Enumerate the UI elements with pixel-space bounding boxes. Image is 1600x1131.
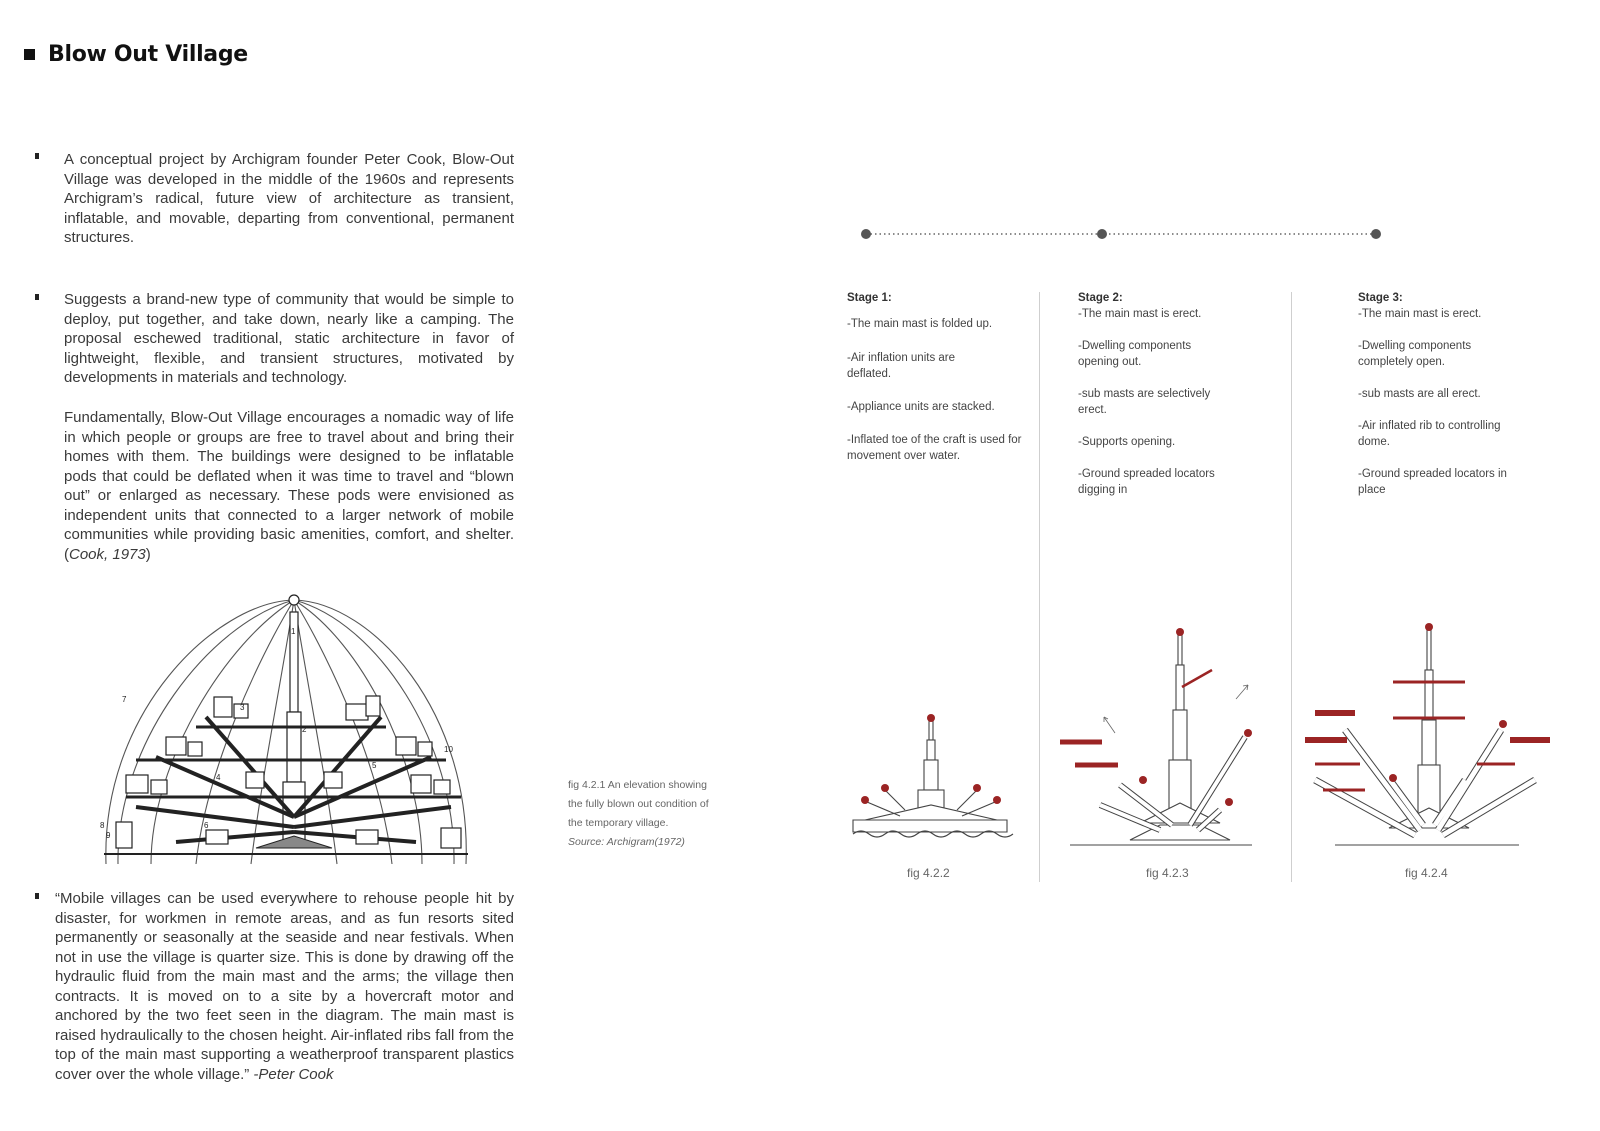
figure-label: fig 4.2.2 — [907, 866, 950, 880]
quote-author: -Peter Cook — [249, 1065, 334, 1083]
stage-item: -The main mast is erect. — [1358, 308, 1482, 320]
stage-item: -Ground spreaded locators in place — [1358, 468, 1507, 496]
caption-source: Source: Archigram(1972) — [568, 836, 685, 848]
figure-label: fig 4.2.4 — [1405, 866, 1448, 880]
stage-item: -sub masts are all erect. — [1358, 388, 1481, 400]
stage-item: -Air inflation units are deflated. — [847, 352, 956, 380]
timeline-node-icon — [1371, 229, 1381, 239]
title-square-icon — [24, 49, 35, 60]
elevation-label: 9 — [106, 831, 111, 840]
stage-item: -Appliance units are stacked. — [847, 401, 995, 413]
quote-text: “Mobile villages can be used everywhere to rehouse people hit by disaster, for workmen in remote areas, and as fun resorts sited permanently or seasonally at the seaside and near festivals. When not in use the village is quarter size. This is done by drawing off the hydraulic fluid from the main mast and the arms; the village then contracts. It is moved on to a site by a hovercraft motor and anchored by the two feet seen in the diagram. The main mast is raised hydraulically to the chosen height. Air-inflated ribs fall from the top of the main mast supporting a weatherproof transparent plastics cover over the whole village.” — [55, 890, 514, 1083]
stage-item: -sub masts are selectively erect. — [1078, 388, 1211, 416]
timeline-node-icon — [1097, 229, 1107, 239]
bullet-icon — [35, 893, 39, 899]
page-title-text: Blow Out Village — [48, 42, 248, 67]
stage-item: -Air inflated rib to controlling dome. — [1358, 420, 1501, 448]
caption-line: the temporary village. — [568, 817, 669, 829]
figure-caption — [568, 776, 738, 852]
stage-item: -Dwelling components completely open. — [1358, 340, 1472, 368]
stage-title: Stage 1: — [847, 292, 892, 304]
stage-2-diagram — [1060, 625, 1260, 855]
stage-2-text — [1078, 290, 1236, 498]
elevation-label: 10 — [444, 745, 453, 754]
caption-line: the fully blown out condition of — [568, 798, 709, 810]
stage-1-text — [847, 290, 1032, 464]
stage-item: -Ground spreaded locators digging in — [1078, 468, 1215, 496]
intro-paragraph-3 — [64, 408, 514, 564]
stage-3-text — [1358, 290, 1528, 498]
elevation-drawing — [96, 592, 476, 868]
stage-item: -The main mast is folded up. — [847, 318, 993, 330]
elevation-label: 5 — [372, 761, 377, 770]
timeline-node-icon — [861, 229, 871, 239]
page-title — [24, 42, 248, 67]
stage-title: Stage 3: — [1358, 292, 1403, 304]
stage-title: Stage 2: — [1078, 292, 1123, 304]
elevation-label: 4 — [216, 773, 221, 782]
intro-paragraph-1: A conceptual project by Archigram founder Peter Cook, Blow-Out Village was developed in the middle of the 1960s and represents Archigram’s radical, future view of architecture as transient, inflatable, and movable, departing from conventional, permanent structures. — [64, 151, 514, 246]
elevation-label: 1 — [291, 627, 296, 636]
intro-citation: Cook, 1973 — [69, 545, 146, 563]
stage-3-diagram — [1305, 620, 1555, 855]
stage-item: -Inflated toe of the craft is used for movement over water. — [847, 434, 1022, 462]
elevation-label: 2 — [302, 725, 307, 734]
figure-label: fig 4.2.3 — [1146, 866, 1189, 880]
caption-line: fig 4.2.1 An elevation showing — [568, 779, 707, 791]
intro-paragraph-2: Suggests a brand-new type of community that would be simple to deploy, put together, and take down, nearly like a camping. The proposal eschewed traditional, static architecture in favor of lightweight, flexible, and transient structures, motivated by developments in materials and technology. — [64, 291, 514, 386]
stage-1-diagram — [845, 710, 1015, 860]
elevation-label: 6 — [204, 821, 209, 830]
stage-divider — [1039, 292, 1040, 882]
elevation-label: 8 — [100, 821, 105, 830]
bullet-icon — [35, 294, 39, 300]
stage-item: -The main mast is erect. — [1078, 308, 1202, 320]
intro-paragraph-3-text: Fundamentally, Blow-Out Village encourages a nomadic way of life in which people or groups are free to travel about and bring their homes with them. The buildings were designed to be inflatable pods that could be deflated when it was time to travel and “blown out” or enlarged as necessary. These pods were envisioned as independent units that connected to a larger network of mobile communities while providing basic amenities, comfort, and shelter. ( — [64, 409, 514, 563]
stage-item: -Dwelling components opening out. — [1078, 340, 1192, 368]
bullet-icon — [35, 153, 39, 159]
elevation-label: 3 — [240, 703, 245, 712]
stage-divider — [1291, 292, 1292, 882]
stage-item: -Supports opening. — [1078, 436, 1176, 448]
stage-timeline — [860, 228, 1382, 240]
elevation-label: 7 — [122, 695, 127, 704]
quote-paragraph — [55, 889, 514, 1084]
intro-paragraph-3-end: ) — [145, 545, 151, 563]
